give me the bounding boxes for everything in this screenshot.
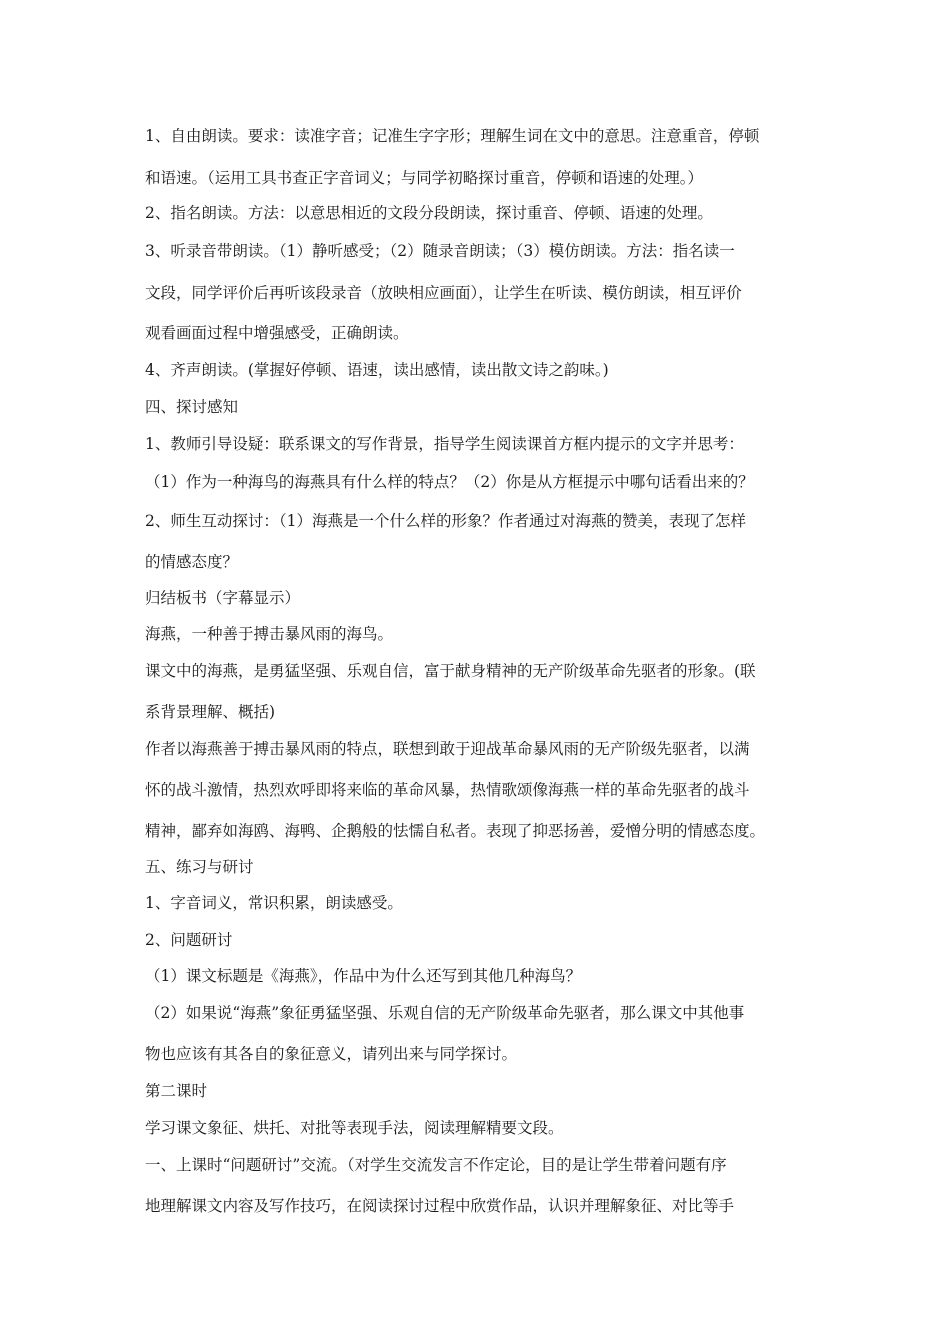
text-line: 一、上课时“问题研讨”交流。（对学生交流发言不作定论，目的是让学生带着问题有序 (145, 1156, 727, 1174)
text-line: 课文中的海燕，是勇猛坚强、乐观自信，富于献身精神的无产阶级革命先驱者的形象。(联 (145, 662, 756, 680)
text-line: 归结板书（字幕显示） (145, 589, 301, 607)
text-line: （1）课文标题是《海燕》，作品中为什么还写到其他几种海鸟？ (145, 967, 582, 985)
section-heading: 第二课时 (145, 1082, 208, 1100)
text-line: 地理解课文内容及写作技巧，在阅读探讨过程中欣赏作品，认识并理解象征、对比等手 (145, 1197, 735, 1215)
text-line: 文段，同学评价后再听该段录音（放映相应画面），让学生在听读、模仿朗读，相互评价 (145, 284, 742, 302)
text-line: 1、教师引导设疑：联系课文的写作背景，指导学生阅读课首方框内提示的文字并思考： (145, 435, 744, 453)
text-line: 海燕，一种善于搏击暴风雨的海鸟。 (145, 625, 394, 643)
text-line: 2、指名朗读。方法：以意思相近的文段分段朗读，探讨重音、停顿、语速的处理。 (145, 204, 713, 222)
section-heading: 四、探讨感知 (145, 398, 239, 416)
text-line: 学习课文象征、烘托、对批等表现手法，阅读理解精要文段。 (145, 1119, 564, 1137)
text-line: （1）作为一种海鸟的海燕具有什么样的特点？（2）你是从方框提示中哪句话看出来的？ (145, 473, 754, 491)
text-line: 2、师生互动探讨：（1）海燕是一个什么样的形象？作者通过对海燕的赞美，表现了怎样 (145, 512, 746, 530)
text-line: 系背景理解、概括) (145, 703, 276, 721)
section-heading: 五、练习与研讨 (145, 858, 254, 876)
text-line: 1、字音词义，常识积累，朗读感受。 (145, 894, 403, 912)
text-line: 1、自由朗读。要求：读准字音；记准生字字形；理解生词在文中的意思。注意重音，停顿 (145, 127, 760, 145)
text-line: 怀的战斗激情，热烈欢呼即将来临的革命风暴，热情歌颂像海燕一样的革命先驱者的战斗 (145, 781, 750, 799)
text-line: （2）如果说“海燕”象征勇猛坚强、乐观自信的无产阶级革命先驱者，那么课文中其他事 (145, 1004, 745, 1022)
text-line: 和语速。（运用工具书查正字音词义；与同学初略探讨重音，停顿和语速的处理。） (145, 169, 704, 187)
text-line: 3、听录音带朗读。（1）静听感受；（2）随录音朗读；（3）模仿朗读。方法：指名读一 (145, 242, 735, 260)
text-line: 的情感态度？ (145, 553, 239, 571)
text-line: 观看画面过程中增强感受，正确朗读。 (145, 324, 409, 342)
text-line: 4、齐声朗读。(掌握好停顿、语速，读出感情，读出散文诗之韵味。) (145, 361, 609, 379)
text-line: 精神，鄙弃如海鸥、海鸭、企鹅般的怯懦自私者。表现了抑恶扬善，爱憎分明的情感态度。 (145, 822, 766, 840)
text-line: 作者以海燕善于搏击暴风雨的特点，联想到敢于迎战革命暴风雨的无产阶级先驱者，以满 (145, 740, 750, 758)
text-line: 2、问题研讨 (145, 931, 233, 949)
text-line: 物也应该有其各自的象征意义，请列出来与同学探讨。 (145, 1045, 518, 1063)
